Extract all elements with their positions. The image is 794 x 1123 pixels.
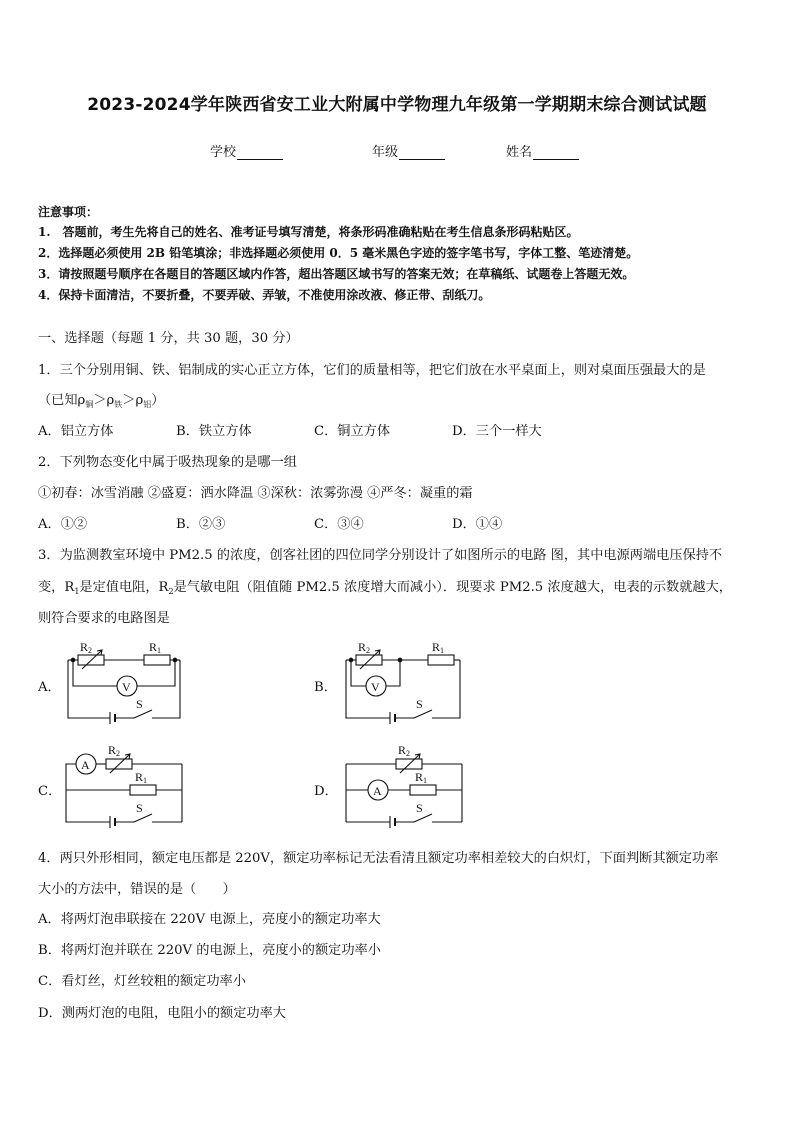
school-label: 学校 bbox=[210, 145, 237, 160]
label-s: S bbox=[136, 697, 143, 711]
school-blank bbox=[237, 145, 283, 160]
q2-stem: 2．下列物态变化中属于吸热现象的是哪一组 bbox=[38, 455, 297, 470]
page-title: 2023-2024学年陕西省安工业大附属中学物理九年级第一学期期末综合测试试题 bbox=[87, 95, 707, 115]
q1-sub-al: 铝 bbox=[143, 400, 152, 409]
notice-heading: 注意事项： bbox=[38, 205, 99, 219]
q1-stem: 1．三个分别用铜、铁、铝制成的实心正立方体，它们的质量相等，把它们放在水平桌面上，则对桌面压强最大的是 bbox=[38, 363, 706, 378]
q3-option-b: B． bbox=[314, 680, 337, 695]
grade-label: 年级 bbox=[372, 145, 399, 160]
q2-option-c: C．③④ bbox=[314, 517, 364, 532]
q3-option-c: C． bbox=[38, 784, 62, 799]
q1-option-b: B．铁立方体 bbox=[176, 424, 252, 439]
q4-line1: 4．两只外形相同，额定电压都是 220V，额定功率标记无法看清且额定功率相差较大的白炽灯，下面判断其额定功率 bbox=[38, 851, 719, 866]
q1-option-a: A．铝立方体 bbox=[38, 424, 114, 439]
q3-line3: 则符合要求的电路图是 bbox=[38, 611, 170, 626]
name-label: 姓名 bbox=[506, 145, 533, 160]
q3-sub: 1 bbox=[74, 587, 80, 596]
q4-line2: 大小的方法中，错误的是（ ） bbox=[38, 882, 236, 897]
q1-cond-close: ） bbox=[151, 393, 165, 408]
svg-text:R1: R1 bbox=[432, 640, 445, 655]
svg-text:R1: R1 bbox=[415, 770, 428, 785]
name-blank bbox=[533, 145, 579, 160]
svg-text:S: S bbox=[136, 801, 143, 815]
name-field bbox=[506, 141, 579, 160]
svg-text:A: A bbox=[81, 758, 90, 772]
notice-item: 4．保持卡面清洁，不要折叠，不要弄破、弄皱，不准使用涂改液、修正带、刮纸刀。 bbox=[38, 288, 491, 302]
q2-items: ①初春：冰雪消融 ②盛夏：洒水降温 ③深秋：浓雾弥漫 ④严冬：凝重的霜 bbox=[38, 486, 473, 501]
grade-blank bbox=[399, 145, 445, 160]
q2-option-b: B．②③ bbox=[176, 517, 226, 532]
svg-text:R2: R2 bbox=[80, 640, 93, 655]
svg-text:R1: R1 bbox=[149, 640, 162, 655]
resistor-r1 bbox=[144, 655, 170, 665]
q3-sub: 2 bbox=[168, 587, 174, 596]
svg-text:R2: R2 bbox=[398, 743, 411, 758]
notice-item: 2．选择题必须使用 2B 铅笔填涂；非选择题必须使用 0．5 毫米黑色字迹的签字笔书写，字体工整、笔迹清楚。 bbox=[38, 246, 639, 260]
q1-option-c: C．铜立方体 bbox=[314, 424, 391, 439]
q2-option-d: D．①④ bbox=[452, 517, 503, 532]
svg-text:V: V bbox=[371, 680, 380, 694]
svg-text:R1: R1 bbox=[135, 770, 148, 785]
circuit-diagram-d bbox=[340, 742, 470, 830]
label-r1: R bbox=[149, 640, 158, 654]
q1-sub-cu: 铜 bbox=[85, 400, 94, 409]
q1-sub-fe: 铁 bbox=[114, 400, 123, 409]
q3-line2 bbox=[38, 576, 732, 596]
q3-text: 是定值电阻，R bbox=[79, 580, 169, 595]
q3-text: 是气敏电阻（阻值随 PM2.5 浓度增大而减小）．现要求 PM2.5 浓度越大，电表的示数就越大， bbox=[173, 580, 732, 595]
q4-option-b: B．将两灯泡并联在 220V 的电源上，亮度小的额定功率小 bbox=[38, 943, 381, 958]
svg-text:S: S bbox=[416, 697, 423, 711]
q1-condition bbox=[38, 389, 164, 410]
school-field bbox=[210, 141, 283, 160]
svg-text:R2: R2 bbox=[358, 640, 371, 655]
circuit-diagram-c bbox=[60, 742, 190, 830]
q4-option-c: C．看灯丝，灯丝较粗的额定功率小 bbox=[38, 974, 246, 989]
notice-item: 3．请按照题号顺序在各题目的答题区域内作答，超出答题区域书写的答案无效；在草稿纸、试题卷上答题无效。 bbox=[38, 267, 635, 281]
section-heading: 一、选择题（每题 1 分，共 30 题，30 分） bbox=[38, 331, 299, 346]
label-r2: R bbox=[80, 640, 89, 654]
grade-field bbox=[372, 141, 445, 160]
circuit-diagram-a bbox=[60, 636, 190, 724]
q3-option-a: A． bbox=[38, 680, 61, 695]
q4-option-d: D．测两灯泡的电阻，电阻小的额定功率大 bbox=[38, 1006, 286, 1021]
circuit-diagram-b bbox=[340, 636, 470, 724]
notice-item: 1. 答题前，考生先将自己的姓名、准考证号填写清楚，将条形码准确粘贴在考生信息条形码粘贴区。 bbox=[38, 225, 579, 239]
svg-text:R2: R2 bbox=[108, 743, 121, 758]
q4-option-a: A．将两灯泡串联接在 220V 电源上，亮度小的额定功率大 bbox=[38, 912, 381, 927]
q3-option-d: D． bbox=[314, 784, 338, 799]
q2-option-a: A．①② bbox=[38, 517, 88, 532]
q1-option-d: D．三个一样大 bbox=[452, 424, 542, 439]
q1-cond-open: （已知ρ bbox=[38, 393, 86, 408]
q1-gt2: ＞ρ bbox=[122, 393, 144, 408]
q3-text: 变，R bbox=[38, 580, 75, 595]
q1-gt1: ＞ρ bbox=[93, 393, 115, 408]
label-v: V bbox=[122, 680, 131, 694]
svg-text:A: A bbox=[373, 784, 382, 798]
svg-text:S: S bbox=[416, 801, 423, 815]
q3-line1: 3．为监测教室环境中 PM2.5 的浓度，创客社团的四位同学分别设计了如图所示的电路 图，其中电源两端电压保持不 bbox=[38, 548, 723, 563]
